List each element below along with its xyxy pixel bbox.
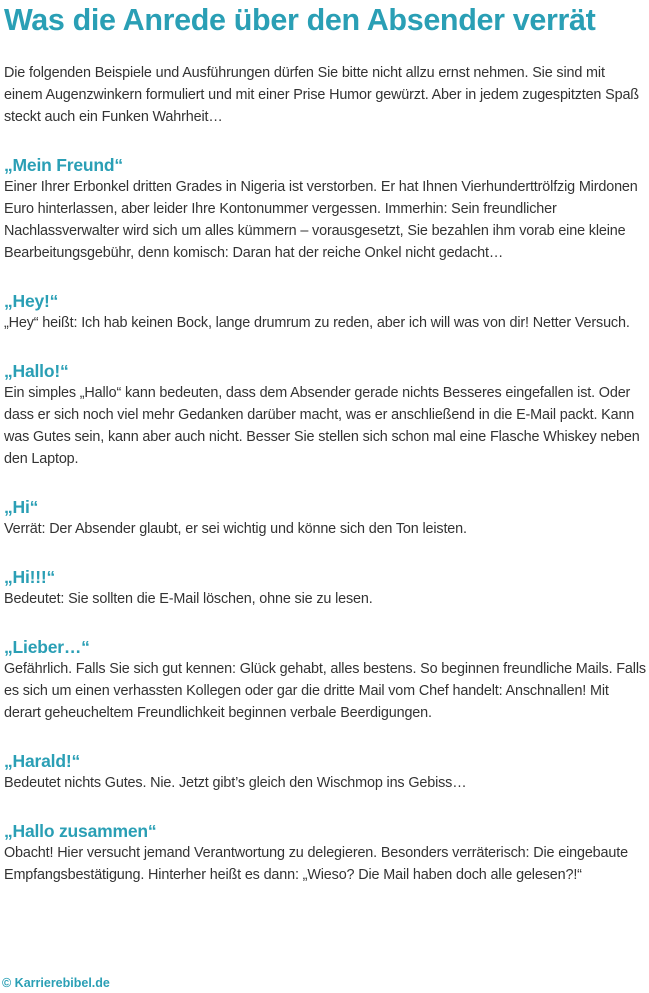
section-hi-exclaim bbox=[4, 566, 646, 610]
section-hi bbox=[4, 496, 646, 540]
section-heading: „Hallo zusammen“ bbox=[4, 821, 157, 841]
section-heading: „Hey!“ bbox=[4, 291, 59, 311]
intro-paragraph: Die folgenden Beispiele und Ausführungen dürfen Sie bitte nicht allzu ernst nehmen. Sie sind mit einem Augenzwinkern formuliert und mit einer Prise Humor gewürzt. Aber in jedem zugespitzten Spaß steckt auch ein Funken Wahrheit… bbox=[4, 65, 639, 125]
section-hey bbox=[4, 290, 646, 334]
section-heading: „Hallo!“ bbox=[4, 361, 69, 381]
section-text: Bedeutet: Sie sollten die E-Mail löschen, ohne sie zu lesen. bbox=[4, 591, 373, 607]
article-body bbox=[4, 62, 646, 912]
section-mein-freund bbox=[4, 154, 646, 264]
section-text: Verrät: Der Absender glaubt, er sei wichtig und könne sich den Ton leisten. bbox=[4, 521, 467, 537]
page-title: Was die Anrede über den Absender verrät bbox=[4, 3, 596, 37]
section-heading: „Harald!“ bbox=[4, 751, 80, 771]
section-heading: „Mein Freund“ bbox=[4, 155, 123, 175]
section-harald bbox=[4, 750, 646, 794]
section-heading: „Hi“ bbox=[4, 497, 39, 517]
section-text: Gefährlich. Falls Sie sich gut kennen: Glück gehabt, alles bestens. So beginnen freundliche Mails. Falls es sich um einen verhassten Kollegen oder gar die dritte Mail vom Chef handelt: Anschnallen! Mit derart geheucheltem Freundlichkeit beginnen verbale Beerdigungen. bbox=[4, 661, 646, 721]
section-lieber bbox=[4, 636, 646, 724]
section-text: Ein simples „Hallo“ kann bedeuten, dass dem Absender gerade nichts Besseres eingefallen ist. Oder dass er sich noch viel mehr Gedanken darüber macht, was er anschließend in die E-Mail packt. Kann was Gutes sein, kann aber auch nicht. Besser Sie stellen sich schon mal eine Flasche Whiskey neben den Laptop. bbox=[4, 385, 640, 467]
section-heading: „Hi!!!“ bbox=[4, 567, 56, 587]
section-text: Einer Ihrer Erbonkel dritten Grades in Nigeria ist verstorben. Er hat Ihnen Vierhunderttrölfzig Mirdonen Euro hinterlassen, aber leider Ihre Kontonummer vergessen. Immerhin: Sein freundlicher Nachlassverwalter wird sich um alles kümmern – vorausgesetzt, Sie bezahlen ihm vorab eine kleine Bearbeitungsgebühr, denn komisch: Daran hat der reiche Onkel nicht gedacht… bbox=[4, 179, 638, 261]
section-heading: „Lieber…“ bbox=[4, 637, 90, 657]
section-text: Bedeutet nichts Gutes. Nie. Jetzt gibt’s gleich den Wischmop ins Gebiss… bbox=[4, 775, 467, 791]
section-hallo bbox=[4, 360, 646, 470]
copyright-footer: © Karrierebibel.de bbox=[2, 976, 110, 990]
section-text: „Hey“ heißt: Ich hab keinen Bock, lange drumrum zu reden, aber ich will was von dir! Netter Versuch. bbox=[4, 315, 630, 331]
section-hallo-zusammen bbox=[4, 820, 646, 886]
section-text: Obacht! Hier versucht jemand Verantwortung zu delegieren. Besonders verräterisch: Die eingebaute Empfangsbestätigung. Hinterher heißt es dann: „Wieso? Die Mail haben doch alle gelesen?!“ bbox=[4, 845, 628, 883]
